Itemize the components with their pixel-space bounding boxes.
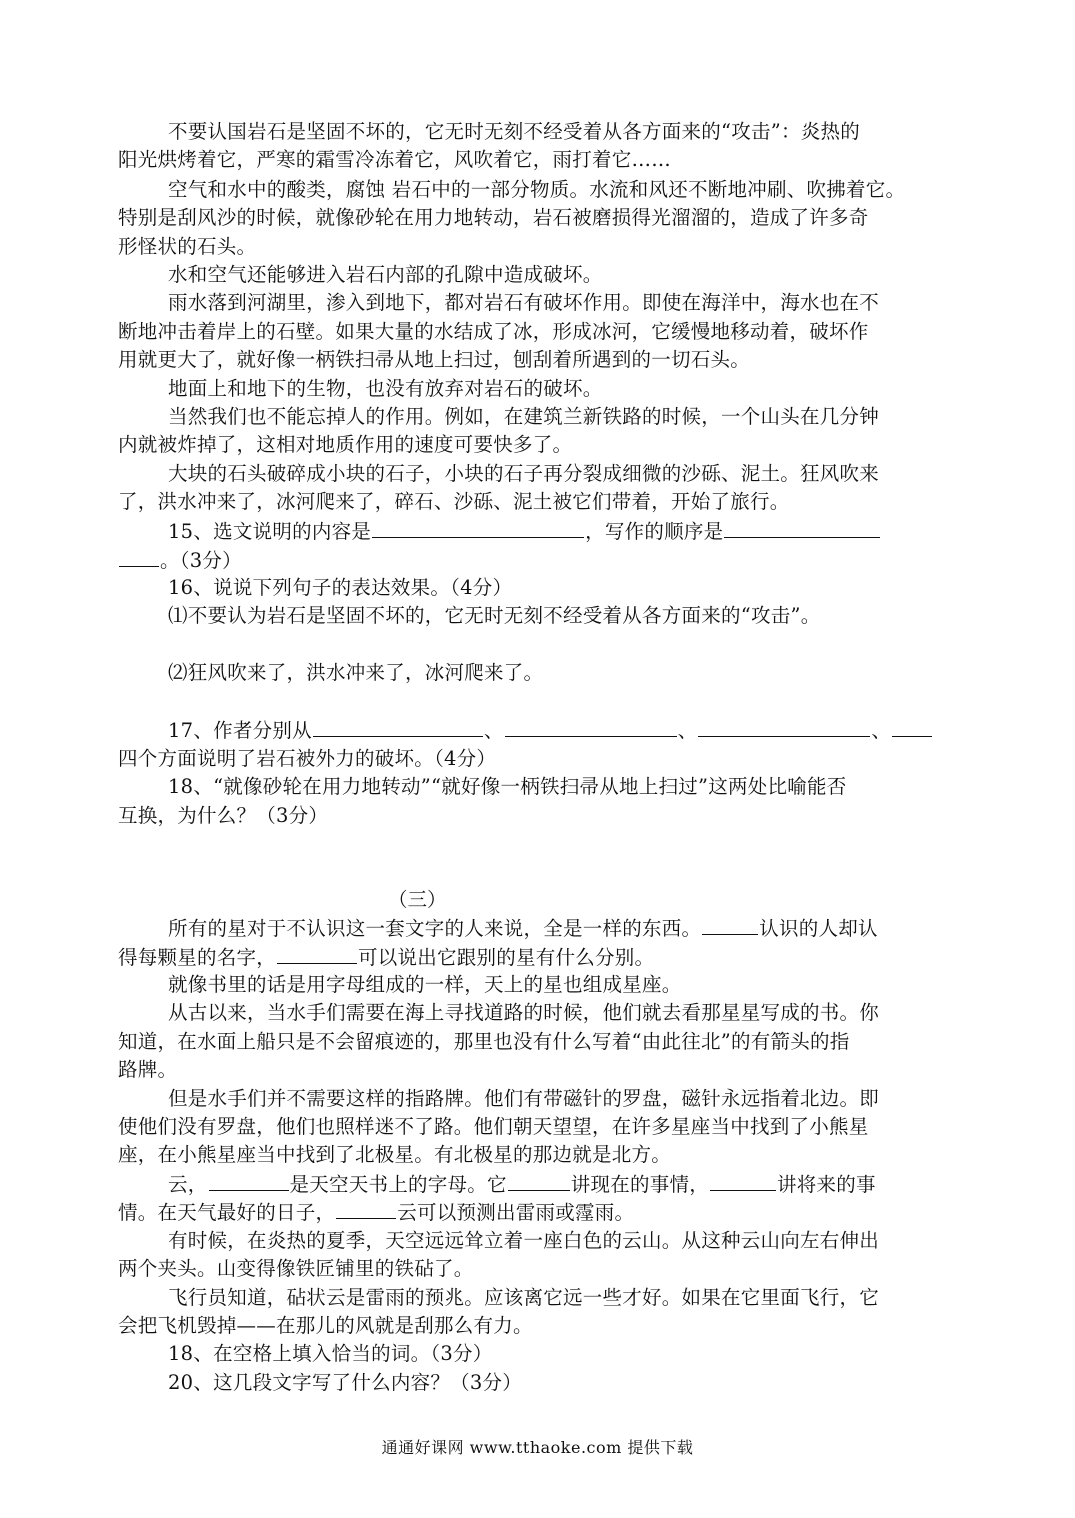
question-16: 16、说说下列句子的表达效果。（4分） [168,576,513,599]
text-span: 得每颗星的名字， [118,946,277,969]
passage3-line: 飞行员知道，砧状云是雷雨的预兆。应该离它远一些才好。如果在它里面飞行，它 [168,1286,880,1309]
passage3-line [118,1198,958,1226]
fill-blank[interactable] [710,1170,776,1191]
question-16-item-2: ⑵狂风吹来了，洪水冲来了，冰河爬来了。 [168,661,544,684]
q17-answer-blank-1[interactable] [313,716,483,737]
q15-prompt-2: ，写作的顺序是 [585,520,724,543]
text-span: 可以说出它跟别的星有什么分别。 [358,946,655,969]
fill-blank[interactable] [209,1170,289,1191]
q17-answer-blank-2[interactable] [505,716,677,737]
passage3-line: 知道，在水面上船只是不会留痕迹的，那里也没有什么写着“由此往北”的有箭头的指 [118,1030,850,1053]
fill-blank[interactable] [277,943,357,964]
passage-line: 大块的石头破碎成小块的石子，小块的石子再分裂成细微的沙砾、泥土。狂风吹来 [168,462,880,485]
q15-prompt: 15、选文说明的内容是 [168,520,372,543]
fill-blank[interactable] [508,1170,570,1191]
q15-answer-blank-2-cont[interactable] [119,546,159,567]
text-span: 是天空天书上的字母。它 [289,1173,507,1196]
text-span: 讲将来的事 [777,1173,876,1196]
question-17-cont: 四个方面说明了岩石被外力的破坏。（4分） [118,747,497,770]
fill-blank[interactable] [702,914,758,935]
q17-separator: 、 [483,719,504,742]
passage3-line: 会把飞机毁掉——在那儿的风就是刮那么有力。 [118,1314,533,1337]
passage3-line [168,914,958,942]
question-18: 18、“就像砂轮在用力地转动”“就好像一柄铁扫帚从地上扫过”这两处比喻能否 [168,775,847,798]
passage3-line: 从古以来，当水手们需要在海上寻找道路的时候，他们就去看那星星写成的书。你 [168,1001,880,1024]
passage-line: 断地冲击着岸上的石壁。如果大量的水结成了冰，形成冰河，它缓慢地移动着，破坏作 [118,320,869,343]
q17-separator: 、 [677,719,698,742]
passage3-line [168,1170,958,1198]
passage-line: 地面上和地下的生物，也没有放弃对岩石的破坏。 [168,377,603,400]
passage-line: 形怪状的石头。 [118,235,257,258]
passage-line: 雨水落到河湖里，渗入到地下，都对岩石有破坏作用。即使在海洋中，海水也在不 [168,291,880,314]
question-15 [168,517,958,545]
fill-blank[interactable] [336,1198,396,1219]
passage-line: 当然我们也不能忘掉人的作用。例如，在建筑兰新铁路的时候，一个山头在几分钟 [168,405,880,428]
text-span: 情。在天气最好的日子， [118,1201,336,1224]
question-18-fill: 18、在空格上填入恰当的词。（3分） [168,1342,493,1365]
q17-separator: 、 [871,719,892,742]
section-heading: （三） [388,888,447,911]
question-16-item-1: ⑴不要认为岩石是坚固不坏的，它无时无刻不经受着从各方面来的“攻击”。 [168,604,821,627]
passage3-line: 就像书里的话是用字母组成的一样，天上的星也组成星座。 [168,973,682,996]
q15-answer-blank-2[interactable] [724,517,880,538]
text-span: 所有的星对于不认识这一套文字的人来说，全是一样的东西。 [168,917,702,940]
q17-prompt: 17、作者分别从 [168,719,312,742]
passage3-line: 路牌。 [118,1058,178,1081]
q15-answer-blank-1[interactable] [372,517,584,538]
text-span: 云可以预测出雷雨或霪雨。 [397,1201,635,1224]
passage3-line: 使他们没有罗盘，他们也照样迷不了路。他们朝天望望，在许多星座当中找到了小熊星 [118,1115,869,1138]
passage3-line: 有时候，在炎热的夏季，天空远远耸立着一座白色的云山。从这种云山向左右伸出 [168,1229,880,1252]
question-20: 20、这几段文字写了什么内容？（3分） [168,1371,522,1394]
passage-line: 空气和水中的酸类，腐蚀 岩石中的一部分物质。水流和风还不断地冲刷、吹拂着它。 [168,178,906,201]
passage3-line [118,943,958,971]
passage-line: 特别是刮风沙的时候，就像砂轮在用力地转动，岩石被磨损得光溜溜的，造成了许多奇 [118,206,869,229]
q17-answer-blank-3[interactable] [698,716,870,737]
passage3-line: 两个夹头。山变得像铁匠铺里的铁砧了。 [118,1257,474,1280]
passage-line: 不要认国岩石是坚固不坏的，它无时无刻不经受着从各方面来的“攻击”：炎热的 [168,120,860,143]
passage3-line: 座，在小熊星座当中找到了北极星。有北极星的那边就是北方。 [118,1143,672,1166]
question-15-cont [118,546,958,574]
passage-line: 用就更大了，就好像一柄铁扫帚从地上扫过，刨刮着所遇到的一切石头。 [118,348,751,371]
question-17 [168,716,958,744]
passage-line: 阳光烘烤着它，严寒的霜雪冷冻着它，风吹着它，雨打着它…… [118,148,672,171]
passage-line: 了，洪水冲来了，冰河爬来了，碎石、沙砾、泥土被它们带着，开始了旅行。 [118,490,790,513]
text-span: 认识的人却认 [759,917,878,940]
text-span: 云， [168,1173,208,1196]
q17-answer-blank-4[interactable] [892,716,932,737]
question-18-cont: 互换，为什么？（3分） [118,804,329,827]
passage-line: 内就被炸掉了，这相对地质作用的速度可要快多了。 [118,433,573,456]
q15-score: 。（3分） [160,549,242,572]
passage3-line: 但是水手们并不需要这样的指路牌。他们有带磁针的罗盘，磁针永远指着北边。即 [168,1087,880,1110]
footer-source: 通通好课网 www.tthaoke.com 提供下载 [381,1438,694,1457]
text-span: 讲现在的事情， [570,1173,710,1196]
passage-line: 水和空气还能够进入岩石内部的孔隙中造成破坏。 [168,263,603,286]
